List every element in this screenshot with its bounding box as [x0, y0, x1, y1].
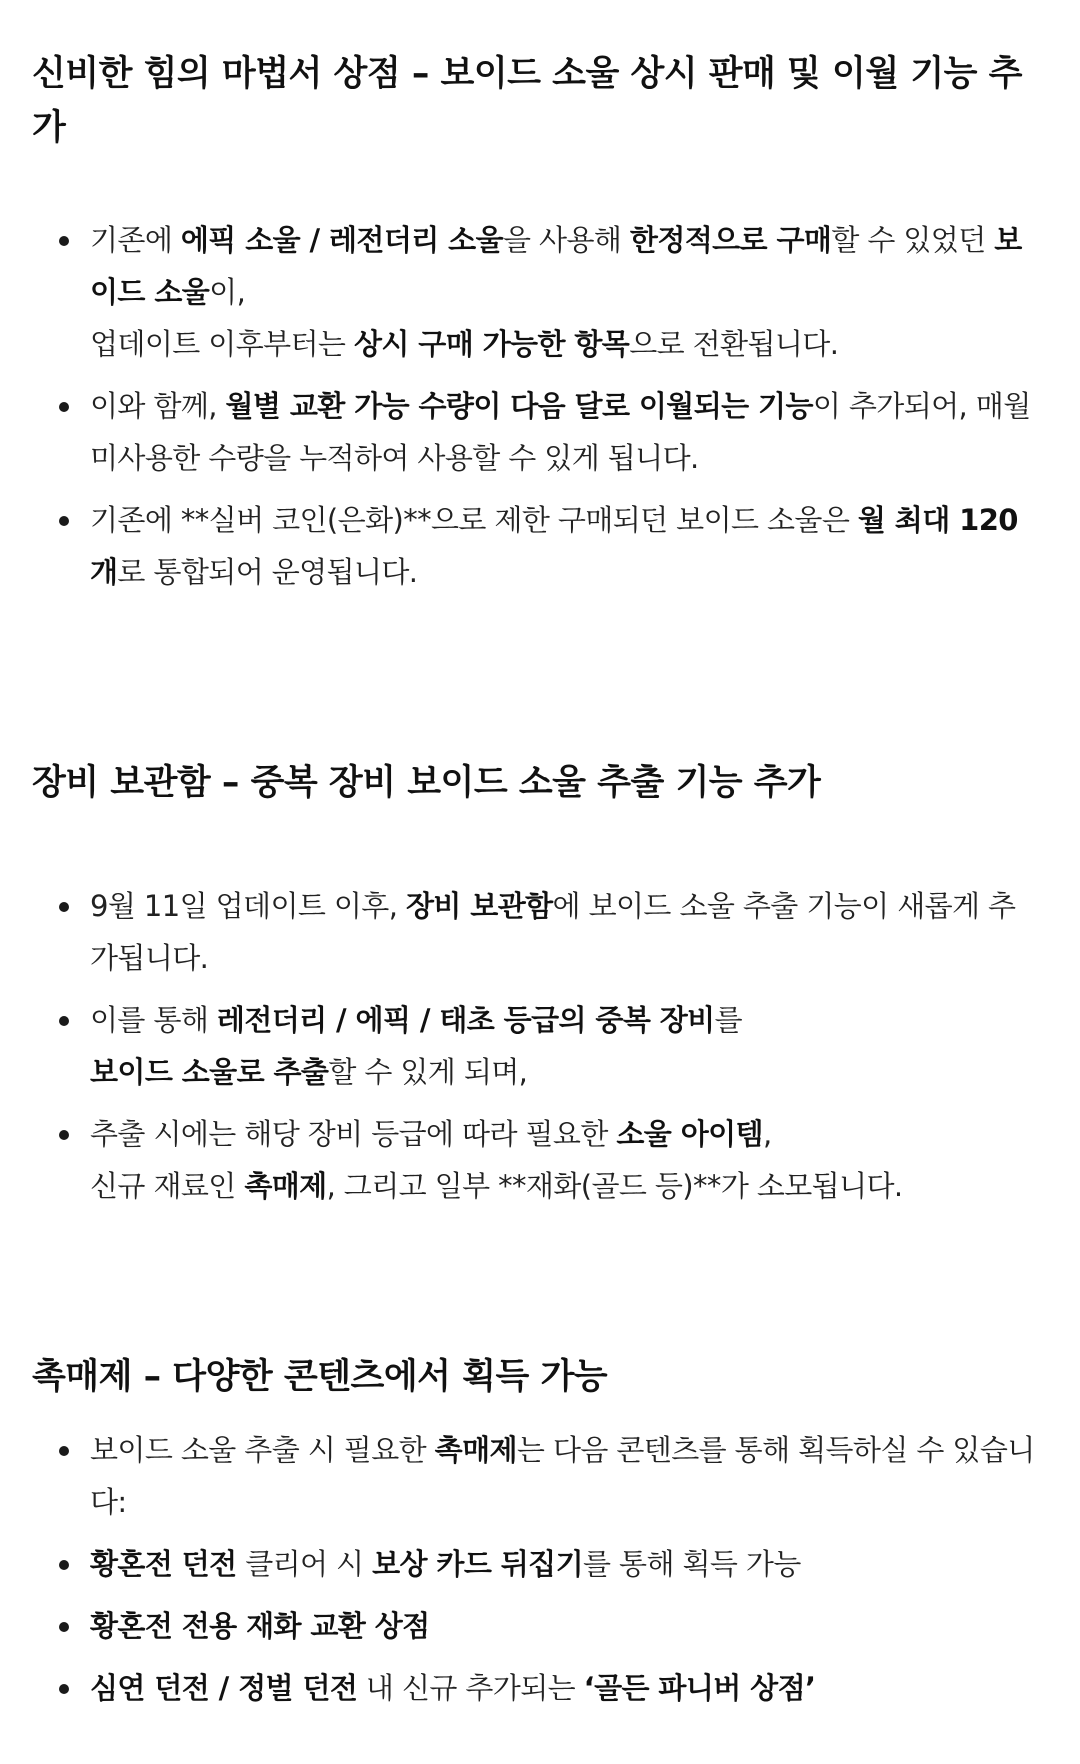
bullet-list [0, 214, 1080, 608]
text-run: 업데이트 이후부터는 [90, 327, 354, 361]
bold-text: 심연 던전 / 정벌 던전 [90, 1671, 358, 1705]
text-run: 이를 통해 [90, 1003, 217, 1037]
bold-text: 소울 아이템 [616, 1117, 763, 1151]
list-item [0, 1662, 1080, 1714]
text-run: 를 통해 획득 가능 [583, 1547, 801, 1581]
bullet-icon [59, 1560, 69, 1570]
list-item [0, 380, 1080, 484]
bold-text: 황혼전 던전 [90, 1547, 237, 1581]
section-title: 신비한 힘의 마법서 상점 – 보이드 소울 상시 판매 및 이월 기능 추가 [32, 54, 1022, 148]
text-run: 9월 11일 업데이트 이후, [90, 889, 406, 923]
bold-text: 월 최대 120개 [90, 503, 1018, 589]
text-run: 추출 시에는 해당 장비 등급에 따라 필요한 [90, 1117, 617, 1151]
section-title: 장비 보관함 – 중복 장비 보이드 소울 추출 기능 추가 [32, 763, 821, 803]
list-item [0, 1108, 1080, 1212]
list-item [0, 494, 1080, 598]
text-run: 이 추가되어, 매월 미사용한 수량을 누적하여 사용할 수 있게 됩니다. [90, 389, 1031, 475]
bullet-icon [59, 1622, 69, 1632]
text-run: 신규 재료인 [90, 1169, 245, 1203]
bullet-icon [59, 402, 69, 412]
list-item-line [90, 1160, 1040, 1212]
bullet-list [0, 880, 1080, 1222]
list-item [0, 1424, 1080, 1528]
text-run: 내 신규 추가되는 [357, 1671, 584, 1705]
text-run: , [762, 1117, 772, 1151]
list-item-line [90, 994, 1040, 1046]
bullet-icon [59, 516, 69, 526]
bold-text: 장비 보관함 [405, 889, 553, 923]
text-run: 으로 전환됩니다. [629, 327, 839, 361]
bold-text: ‘골든 파니버 상점’ [583, 1671, 816, 1705]
text-run: 기존에 [90, 223, 181, 257]
bullet-icon [59, 1684, 69, 1694]
text-run: 에 보이드 소울 추출 기능이 새롭게 추가됩니다. [90, 889, 1016, 975]
text-run: 보이드 소울 추출 시 필요한 [90, 1433, 435, 1467]
text-run: 할 수 있게 되며, [328, 1055, 528, 1089]
bold-text: 보이드 소울로 추출 [90, 1055, 329, 1089]
bold-text: 에픽 소울 / 레전더리 소울 [180, 223, 503, 257]
text-run: 이, [209, 275, 246, 309]
list-item-line [90, 1108, 1040, 1160]
bullet-icon [59, 236, 69, 246]
bold-text: 레전더리 / 에픽 / 태초 등급의 중복 장비 [216, 1003, 715, 1037]
text-run: 는 다음 콘텐츠를 통해 획득하실 수 있습니다: [90, 1433, 1035, 1519]
text-run: 클리어 시 [236, 1547, 373, 1581]
list-item [0, 1538, 1080, 1590]
text-run: 을 사용해 [503, 223, 630, 257]
bullet-icon [59, 1446, 69, 1456]
bullet-icon [59, 1016, 69, 1026]
bullet-icon [59, 1130, 69, 1140]
bold-text: 촉매제 [434, 1433, 517, 1467]
text-run: 기존에 **실버 코인(은화)**으로 제한 구매되던 보이드 소울은 [90, 503, 858, 537]
text-run: 이와 함께, [90, 389, 226, 423]
bold-text: 월별 교환 가능 수량이 다음 달로 이월되는 기능 [225, 389, 813, 423]
list-item [0, 1600, 1080, 1652]
bold-text: 황혼전 전용 재화 교환 상점 [90, 1609, 430, 1643]
text-run: 를 [714, 1003, 742, 1037]
list-item [0, 994, 1080, 1098]
bullet-icon [59, 902, 69, 912]
bullet-list [0, 1424, 1080, 1724]
bold-text: 한정적으로 구매 [629, 223, 832, 257]
text-run: 로 통합되어 운영됩니다. [117, 555, 418, 589]
text-run: , 그리고 일부 **재화(골드 등)**가 소모됩니다. [326, 1169, 903, 1203]
text-run: 할 수 있었던 [831, 223, 995, 257]
bold-text: 보이드 소울 [90, 223, 1022, 309]
bold-text: 촉매제 [244, 1169, 327, 1203]
bold-text: 상시 구매 가능한 항목 [353, 327, 630, 361]
list-item [0, 880, 1080, 984]
bold-text: 보상 카드 뒤집기 [372, 1547, 583, 1581]
section-title: 촉매제 – 다양한 콘텐츠에서 획득 가능 [32, 1357, 608, 1397]
list-item-line [90, 214, 1040, 318]
list-item-line [90, 318, 1040, 370]
list-item [0, 214, 1080, 370]
list-item-line [90, 1046, 1040, 1098]
